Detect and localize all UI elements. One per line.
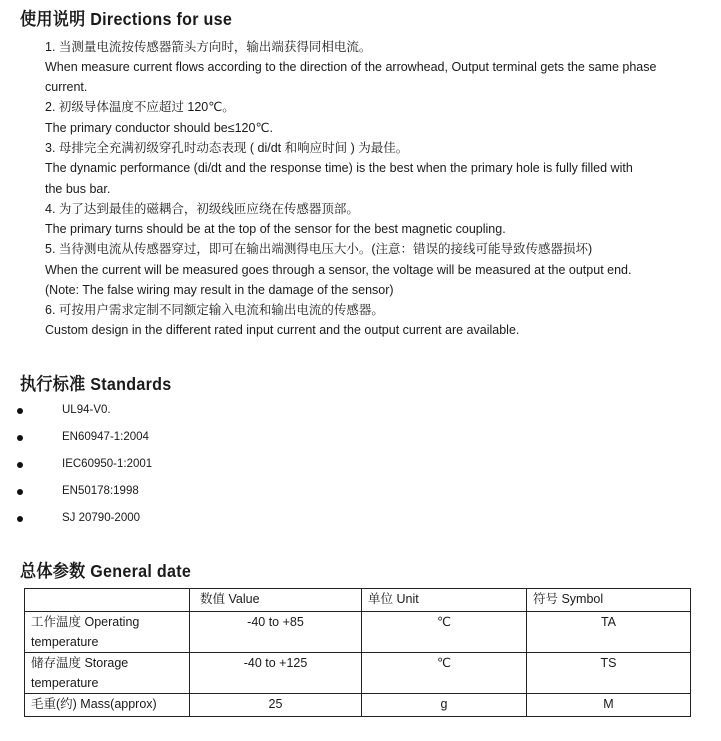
directions-heading: 使用说明 Directions for use (20, 9, 233, 29)
table-row (25, 694, 691, 717)
direction-line: the bus bar. (45, 182, 111, 196)
bullet-icon (17, 489, 23, 495)
direction-line: The primary conductor should be≤120℃. (45, 121, 273, 135)
header-cell-empty (25, 589, 190, 612)
unit-cell: ℃ (362, 612, 527, 653)
standard-item: UL94-V0. (62, 404, 111, 416)
general-parameters-table (24, 588, 691, 717)
direction-line: current. (45, 80, 88, 94)
direction-line: 6. 可按用户需求定制不同额定输入电流和输出电流的传感器。 (45, 303, 384, 317)
symbol-cell: TA (527, 612, 691, 653)
direction-line: When the current will be measured goes through a sensor, the voltage will be measured at the output end. (45, 263, 632, 277)
direction-line: 5. 当待测电流从传感器穿过，即可在输出端测得电压大小。(注意：错误的接线可能导致传感器损坏) (45, 242, 593, 256)
direction-line: 4. 为了达到最佳的磁耦合，初级线匝应绕在传感器顶部。 (45, 202, 359, 216)
standards-heading: 执行标准 Standards (20, 374, 172, 394)
standard-item: IEC60950-1:2001 (62, 458, 153, 470)
bullet-icon (17, 408, 23, 414)
direction-line: 3. 母排完全充满初级穿孔时动态表现 ( di/dt 和响应时间 ) 为最佳。 (45, 141, 409, 155)
value-cell: -40 to +125 (190, 653, 362, 694)
header-cell-symbol: 符号 Symbol (527, 589, 691, 612)
param-cell: 工作温度 Operating temperature (25, 612, 190, 653)
unit-cell: g (362, 694, 527, 717)
general-heading: 总体参数 General date (20, 561, 192, 581)
symbol-cell: TS (527, 653, 691, 694)
bullet-icon (17, 516, 23, 522)
value-cell: 25 (190, 694, 362, 717)
table-row (25, 612, 691, 653)
value-cell: -40 to +85 (190, 612, 362, 653)
direction-line: When measure current flows according to the direction of the arrowhead, Output terminal gets the same phase (45, 60, 657, 74)
header-cell-unit: 单位 Unit (362, 589, 527, 612)
direction-line: Custom design in the different rated input current and the output current are available. (45, 323, 520, 337)
symbol-cell: M (527, 694, 691, 717)
header-cell-value: 数值 Value (190, 589, 362, 612)
standard-item: EN50178:1998 (62, 485, 139, 497)
direction-line: The dynamic performance (di/dt and the response time) is the best when the primary hole is fully filled with (45, 161, 633, 175)
direction-line: The primary turns should be at the top of the sensor for the best magnetic coupling. (45, 222, 506, 236)
direction-line: (Note: The false wiring may result in the damage of the sensor) (45, 283, 394, 297)
table-row (25, 653, 691, 694)
param-cell: 毛重(约) Mass(approx) (25, 694, 190, 717)
unit-cell: ℃ (362, 653, 527, 694)
standard-item: EN60947-1:2004 (62, 431, 149, 443)
bullet-icon (17, 435, 23, 441)
direction-line: 2. 初级导体温度不应超过 120℃。 (45, 100, 235, 114)
param-cell: 储存温度 Storage temperature (25, 653, 190, 694)
standard-item: SJ 20790-2000 (62, 512, 141, 524)
bullet-icon (17, 462, 23, 468)
direction-line: 1. 当测量电流按传感器箭头方向时，输出端获得同相电流。 (45, 40, 372, 54)
table-header-row (25, 589, 691, 612)
